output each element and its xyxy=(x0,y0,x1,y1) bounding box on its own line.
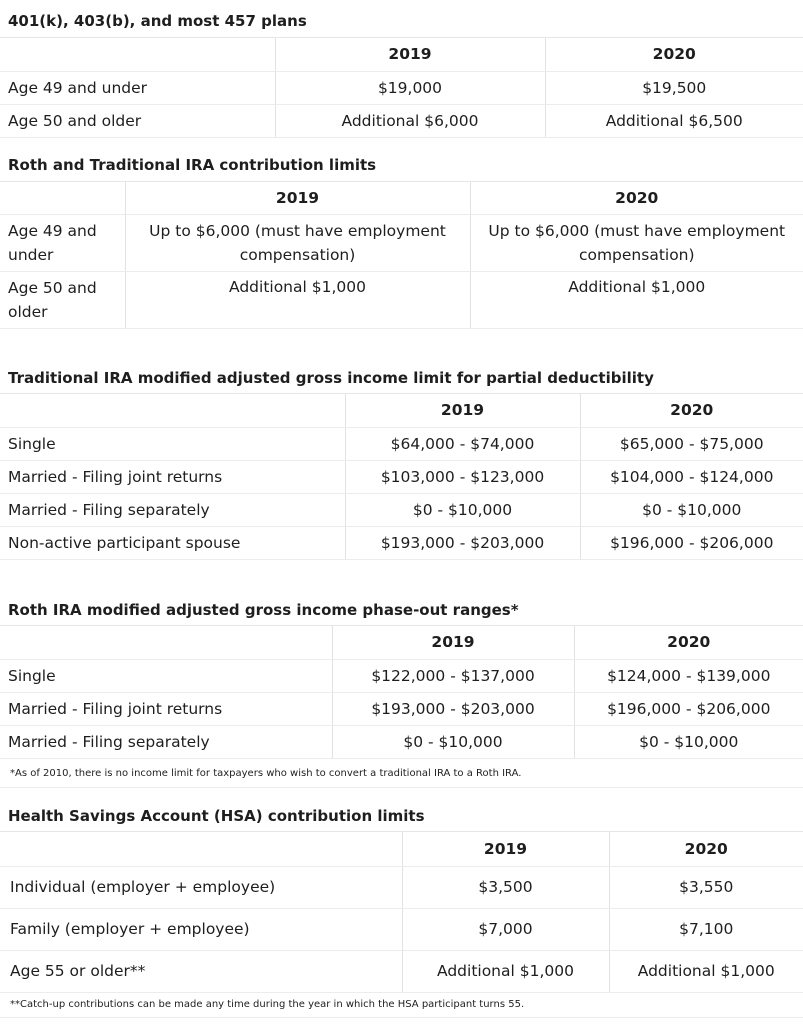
header-2020: 2020 xyxy=(580,394,803,427)
section-title-trad-ira-income: Traditional IRA modified adjusted gross income limit for partial deductibility xyxy=(0,364,803,394)
table-roth-ira-income xyxy=(0,626,803,759)
value-2019: $7,000 xyxy=(402,908,609,950)
table-401k xyxy=(0,38,803,138)
value-2019: $3,500 xyxy=(402,866,609,908)
table-row xyxy=(0,725,803,758)
value-2019: Up to $6,000 (must have employment compensation) xyxy=(125,214,470,271)
value-2019: $0 - $10,000 xyxy=(345,493,580,526)
header-2019: 2019 xyxy=(275,38,545,71)
value-2019: $193,000 - $203,000 xyxy=(345,526,580,559)
row-label: Married - Filing joint returns xyxy=(0,460,345,493)
header-blank xyxy=(0,38,275,71)
header-2019: 2019 xyxy=(345,394,580,427)
header-2019: 2019 xyxy=(402,832,609,866)
value-2020: $104,000 - $124,000 xyxy=(580,460,803,493)
row-label: Married - Filing joint returns xyxy=(0,692,332,725)
value-2020: $65,000 - $75,000 xyxy=(580,427,803,460)
row-label: Age 49 and under xyxy=(0,214,125,271)
value-2019: Additional $1,000 xyxy=(402,950,609,992)
row-label: Age 55 or older** xyxy=(0,950,402,992)
footnote-hsa: **Catch-up contributions can be made any time during the year in which the HSA participant turns 55. xyxy=(0,992,803,1018)
row-label: Married - Filing separately xyxy=(0,725,332,758)
value-2020: $7,100 xyxy=(609,908,803,950)
header-blank xyxy=(0,626,332,659)
table-row xyxy=(0,71,803,104)
header-blank xyxy=(0,182,125,214)
row-label: Age 50 and older xyxy=(0,104,275,137)
value-2019: $103,000 - $123,000 xyxy=(345,460,580,493)
table-row xyxy=(0,950,803,992)
header-2020: 2020 xyxy=(470,182,803,214)
table-row xyxy=(0,104,803,137)
row-label: Non-active participant spouse xyxy=(0,526,345,559)
table-row xyxy=(0,460,803,493)
row-label: Single xyxy=(0,659,332,692)
value-2019: $0 - $10,000 xyxy=(332,725,574,758)
value-2019: $19,000 xyxy=(275,71,545,104)
section-title-hsa: Health Savings Account (HSA) contribution limits xyxy=(0,800,803,832)
header-2020: 2020 xyxy=(545,38,803,71)
value-2019: $193,000 - $203,000 xyxy=(332,692,574,725)
value-2020: Additional $1,000 xyxy=(609,950,803,992)
table-row xyxy=(0,493,803,526)
value-2020: $196,000 - $206,000 xyxy=(580,526,803,559)
section-title-roth-ira-income: Roth IRA modified adjusted gross income phase-out ranges* xyxy=(0,596,803,626)
header-blank xyxy=(0,832,402,866)
table-trad-ira-income xyxy=(0,394,803,560)
header-blank xyxy=(0,394,345,427)
value-2020: $0 - $10,000 xyxy=(574,725,803,758)
table-row xyxy=(0,908,803,950)
table-row xyxy=(0,526,803,559)
header-2019: 2019 xyxy=(125,182,470,214)
row-label: Individual (employer + employee) xyxy=(0,866,402,908)
table-row xyxy=(0,214,803,271)
section-title-401k: 401(k), 403(b), and most 457 plans xyxy=(0,8,803,38)
value-2020: $196,000 - $206,000 xyxy=(574,692,803,725)
section-title-ira-limits: Roth and Traditional IRA contribution limits xyxy=(0,150,803,182)
value-2020: $124,000 - $139,000 xyxy=(574,659,803,692)
row-label: Family (employer + employee) xyxy=(0,908,402,950)
value-2020: Additional $6,500 xyxy=(545,104,803,137)
table-row xyxy=(0,866,803,908)
value-2020: $19,500 xyxy=(545,71,803,104)
value-2020: $0 - $10,000 xyxy=(580,493,803,526)
value-2020: Additional $1,000 xyxy=(470,271,803,328)
header-2020: 2020 xyxy=(609,832,803,866)
value-2020: $3,550 xyxy=(609,866,803,908)
row-label: Married - Filing separately xyxy=(0,493,345,526)
value-2019: Additional $1,000 xyxy=(125,271,470,328)
table-row xyxy=(0,692,803,725)
table-row xyxy=(0,427,803,460)
footnote-roth: *As of 2010, there is no income limit for taxpayers who wish to convert a traditional IRA to a Roth IRA. xyxy=(0,760,803,788)
header-2020: 2020 xyxy=(574,626,803,659)
table-row xyxy=(0,659,803,692)
table-ira-limits xyxy=(0,182,803,329)
value-2019: $122,000 - $137,000 xyxy=(332,659,574,692)
row-label: Single xyxy=(0,427,345,460)
value-2019: Additional $6,000 xyxy=(275,104,545,137)
value-2019: $64,000 - $74,000 xyxy=(345,427,580,460)
row-label: Age 50 and older xyxy=(0,271,125,328)
table-row xyxy=(0,271,803,328)
table-hsa xyxy=(0,832,803,993)
row-label: Age 49 and under xyxy=(0,71,275,104)
header-2019: 2019 xyxy=(332,626,574,659)
value-2020: Up to $6,000 (must have employment compensation) xyxy=(470,214,803,271)
